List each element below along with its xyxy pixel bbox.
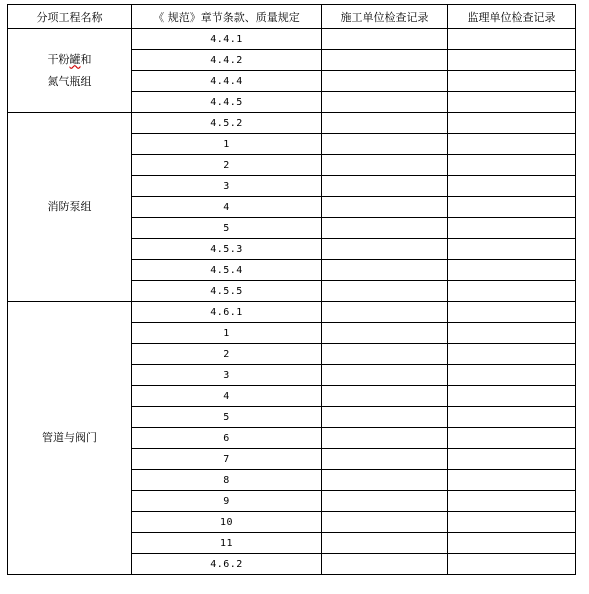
supervisor-record-cell[interactable] bbox=[448, 302, 576, 323]
spec-clause-cell: 8 bbox=[132, 470, 322, 491]
spec-clause-cell: 11 bbox=[132, 533, 322, 554]
supervisor-record-cell[interactable] bbox=[448, 113, 576, 134]
item-name-text: 干粉 bbox=[47, 52, 70, 66]
contractor-record-cell[interactable] bbox=[322, 29, 448, 50]
supervisor-record-cell[interactable] bbox=[448, 323, 576, 344]
contractor-record-cell[interactable] bbox=[322, 92, 448, 113]
spec-clause-cell: 7 bbox=[132, 449, 322, 470]
spec-clause-cell: 10 bbox=[132, 512, 322, 533]
header-row bbox=[8, 5, 576, 29]
spec-clause-cell: 5 bbox=[132, 218, 322, 239]
spec-clause-cell: 4.4.4 bbox=[132, 71, 322, 92]
contractor-record-cell[interactable] bbox=[322, 386, 448, 407]
supervisor-record-cell[interactable] bbox=[448, 50, 576, 71]
spec-clause-cell: 4.4.5 bbox=[132, 92, 322, 113]
contractor-record-cell[interactable] bbox=[322, 155, 448, 176]
contractor-record-cell[interactable] bbox=[322, 50, 448, 71]
spec-clause-cell: 4.4.2 bbox=[132, 50, 322, 71]
spec-clause-cell: 4 bbox=[132, 386, 322, 407]
contractor-record-cell[interactable] bbox=[322, 260, 448, 281]
spec-clause-cell: 4.5.4 bbox=[132, 260, 322, 281]
contractor-record-cell[interactable] bbox=[322, 365, 448, 386]
supervisor-record-cell[interactable] bbox=[448, 449, 576, 470]
supervisor-record-cell[interactable] bbox=[448, 134, 576, 155]
contractor-record-cell[interactable] bbox=[322, 218, 448, 239]
spec-clause-cell: 4 bbox=[132, 197, 322, 218]
item-name-line bbox=[8, 196, 131, 218]
item-name-cell bbox=[8, 302, 132, 575]
item-name-text: 消防泵组 bbox=[47, 200, 92, 213]
contractor-record-cell[interactable] bbox=[322, 533, 448, 554]
header-supervisor-record: 监理单位检查记录 bbox=[448, 5, 576, 29]
supervisor-record-cell[interactable] bbox=[448, 491, 576, 512]
supervisor-record-cell[interactable] bbox=[448, 29, 576, 50]
header-contractor-record: 施工单位检查记录 bbox=[322, 5, 448, 29]
supervisor-record-cell[interactable] bbox=[448, 344, 576, 365]
contractor-record-cell[interactable] bbox=[322, 71, 448, 92]
item-name-line bbox=[8, 427, 131, 449]
contractor-record-cell[interactable] bbox=[322, 134, 448, 155]
supervisor-record-cell[interactable] bbox=[448, 470, 576, 491]
item-name-text: 管道与阀门 bbox=[42, 431, 97, 444]
spec-clause-cell: 3 bbox=[132, 176, 322, 197]
contractor-record-cell[interactable] bbox=[322, 323, 448, 344]
header-item-name: 分项工程名称 bbox=[8, 5, 132, 29]
contractor-record-cell[interactable] bbox=[322, 491, 448, 512]
spec-clause-cell: 5 bbox=[132, 407, 322, 428]
supervisor-record-cell[interactable] bbox=[448, 92, 576, 113]
supervisor-record-cell[interactable] bbox=[448, 554, 576, 575]
supervisor-record-cell[interactable] bbox=[448, 365, 576, 386]
contractor-record-cell[interactable] bbox=[322, 470, 448, 491]
spec-clause-cell: 4.5.5 bbox=[132, 281, 322, 302]
supervisor-record-cell[interactable] bbox=[448, 218, 576, 239]
supervisor-record-cell[interactable] bbox=[448, 71, 576, 92]
spec-clause-cell: 2 bbox=[132, 155, 322, 176]
item-name-line bbox=[8, 49, 131, 71]
supervisor-record-cell[interactable] bbox=[448, 428, 576, 449]
supervisor-record-cell[interactable] bbox=[448, 512, 576, 533]
contractor-record-cell[interactable] bbox=[322, 197, 448, 218]
contractor-record-cell[interactable] bbox=[322, 176, 448, 197]
supervisor-record-cell[interactable] bbox=[448, 533, 576, 554]
spec-clause-cell: 2 bbox=[132, 344, 322, 365]
header-spec-clause: 《 规范》章节条款、质量规定 bbox=[132, 5, 322, 29]
contractor-record-cell[interactable] bbox=[322, 407, 448, 428]
spec-clause-cell: 9 bbox=[132, 491, 322, 512]
spec-clause-cell: 3 bbox=[132, 365, 322, 386]
table-row bbox=[8, 302, 576, 323]
inspection-table bbox=[7, 4, 576, 575]
contractor-record-cell[interactable] bbox=[322, 449, 448, 470]
item-name-text: 氮气瓶组 bbox=[47, 74, 92, 88]
supervisor-record-cell[interactable] bbox=[448, 386, 576, 407]
item-name-line bbox=[8, 71, 131, 93]
contractor-record-cell[interactable] bbox=[322, 281, 448, 302]
supervisor-record-cell[interactable] bbox=[448, 407, 576, 428]
spec-clause-cell: 4.5.2 bbox=[132, 113, 322, 134]
contractor-record-cell[interactable] bbox=[322, 512, 448, 533]
supervisor-record-cell[interactable] bbox=[448, 176, 576, 197]
spec-clause-cell: 4.6.1 bbox=[132, 302, 322, 323]
supervisor-record-cell[interactable] bbox=[448, 197, 576, 218]
item-name-cell bbox=[8, 29, 132, 113]
spellcheck-flagged-text: 罐 bbox=[69, 52, 81, 66]
item-name-text: 和 bbox=[80, 52, 92, 66]
spec-clause-cell: 1 bbox=[132, 134, 322, 155]
contractor-record-cell[interactable] bbox=[322, 428, 448, 449]
supervisor-record-cell[interactable] bbox=[448, 155, 576, 176]
table-row bbox=[8, 113, 576, 134]
contractor-record-cell[interactable] bbox=[322, 554, 448, 575]
spec-clause-cell: 4.4.1 bbox=[132, 29, 322, 50]
contractor-record-cell[interactable] bbox=[322, 302, 448, 323]
table-row bbox=[8, 29, 576, 50]
contractor-record-cell[interactable] bbox=[322, 344, 448, 365]
spec-clause-cell: 4.6.2 bbox=[132, 554, 322, 575]
supervisor-record-cell[interactable] bbox=[448, 281, 576, 302]
item-name-cell bbox=[8, 113, 132, 302]
spec-clause-cell: 4.5.3 bbox=[132, 239, 322, 260]
spec-clause-cell: 1 bbox=[132, 323, 322, 344]
spec-clause-cell: 6 bbox=[132, 428, 322, 449]
supervisor-record-cell[interactable] bbox=[448, 260, 576, 281]
supervisor-record-cell[interactable] bbox=[448, 239, 576, 260]
contractor-record-cell[interactable] bbox=[322, 113, 448, 134]
contractor-record-cell[interactable] bbox=[322, 239, 448, 260]
